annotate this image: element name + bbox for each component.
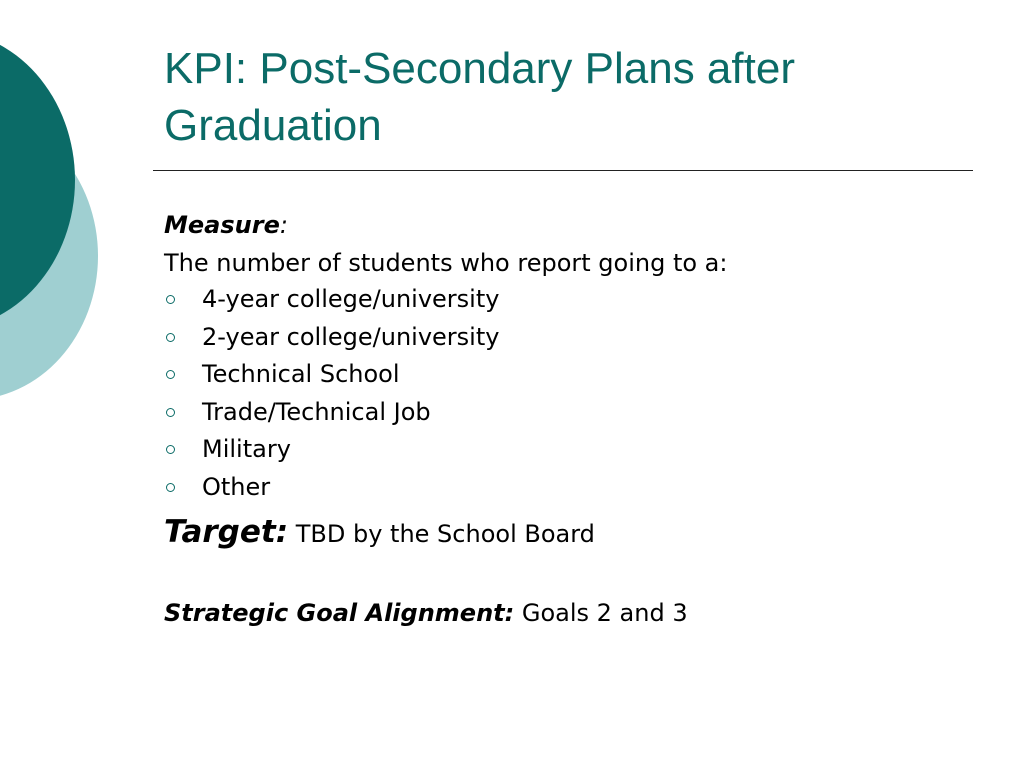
hollow-circle-bullet-icon <box>166 370 175 379</box>
hollow-circle-bullet-icon <box>166 295 175 304</box>
list-item <box>164 356 984 394</box>
strategic-goal-value: Goals 2 and 3 <box>514 599 688 627</box>
target-label: Target: <box>164 514 289 550</box>
plan-options-list <box>164 281 984 506</box>
list-item-label: Military <box>202 435 291 463</box>
hollow-circle-bullet-icon <box>166 333 175 342</box>
target-value: TBD by the School Board <box>288 520 595 548</box>
strategic-goal-line <box>164 593 984 633</box>
measure-heading <box>164 205 984 245</box>
list-item <box>164 431 984 469</box>
measure-label: Measure <box>164 211 280 239</box>
measure-colon: : <box>279 211 288 239</box>
list-item-label: Technical School <box>202 360 400 388</box>
list-item-label: 2-year college/university <box>202 322 500 351</box>
spacer <box>164 556 984 593</box>
list-item-label: 4-year college/university <box>202 285 500 313</box>
list-item <box>164 281 984 319</box>
list-item <box>164 394 984 432</box>
target-line <box>164 510 984 556</box>
hollow-circle-bullet-icon <box>166 445 175 454</box>
list-item-label: Other <box>202 472 271 501</box>
hollow-circle-bullet-icon <box>166 483 175 492</box>
title-divider <box>153 170 973 171</box>
slide-title: KPI: Post-Secondary Plans after Graduation <box>164 44 795 150</box>
list-item <box>164 469 984 507</box>
list-item <box>164 319 984 357</box>
slide-body <box>164 205 984 633</box>
list-item-label: Trade/Technical Job <box>202 397 431 426</box>
strategic-goal-label: Strategic Goal Alignment: <box>164 599 515 627</box>
measure-description: The number of students who report going to a: <box>164 249 728 277</box>
hollow-circle-bullet-icon <box>166 408 175 417</box>
